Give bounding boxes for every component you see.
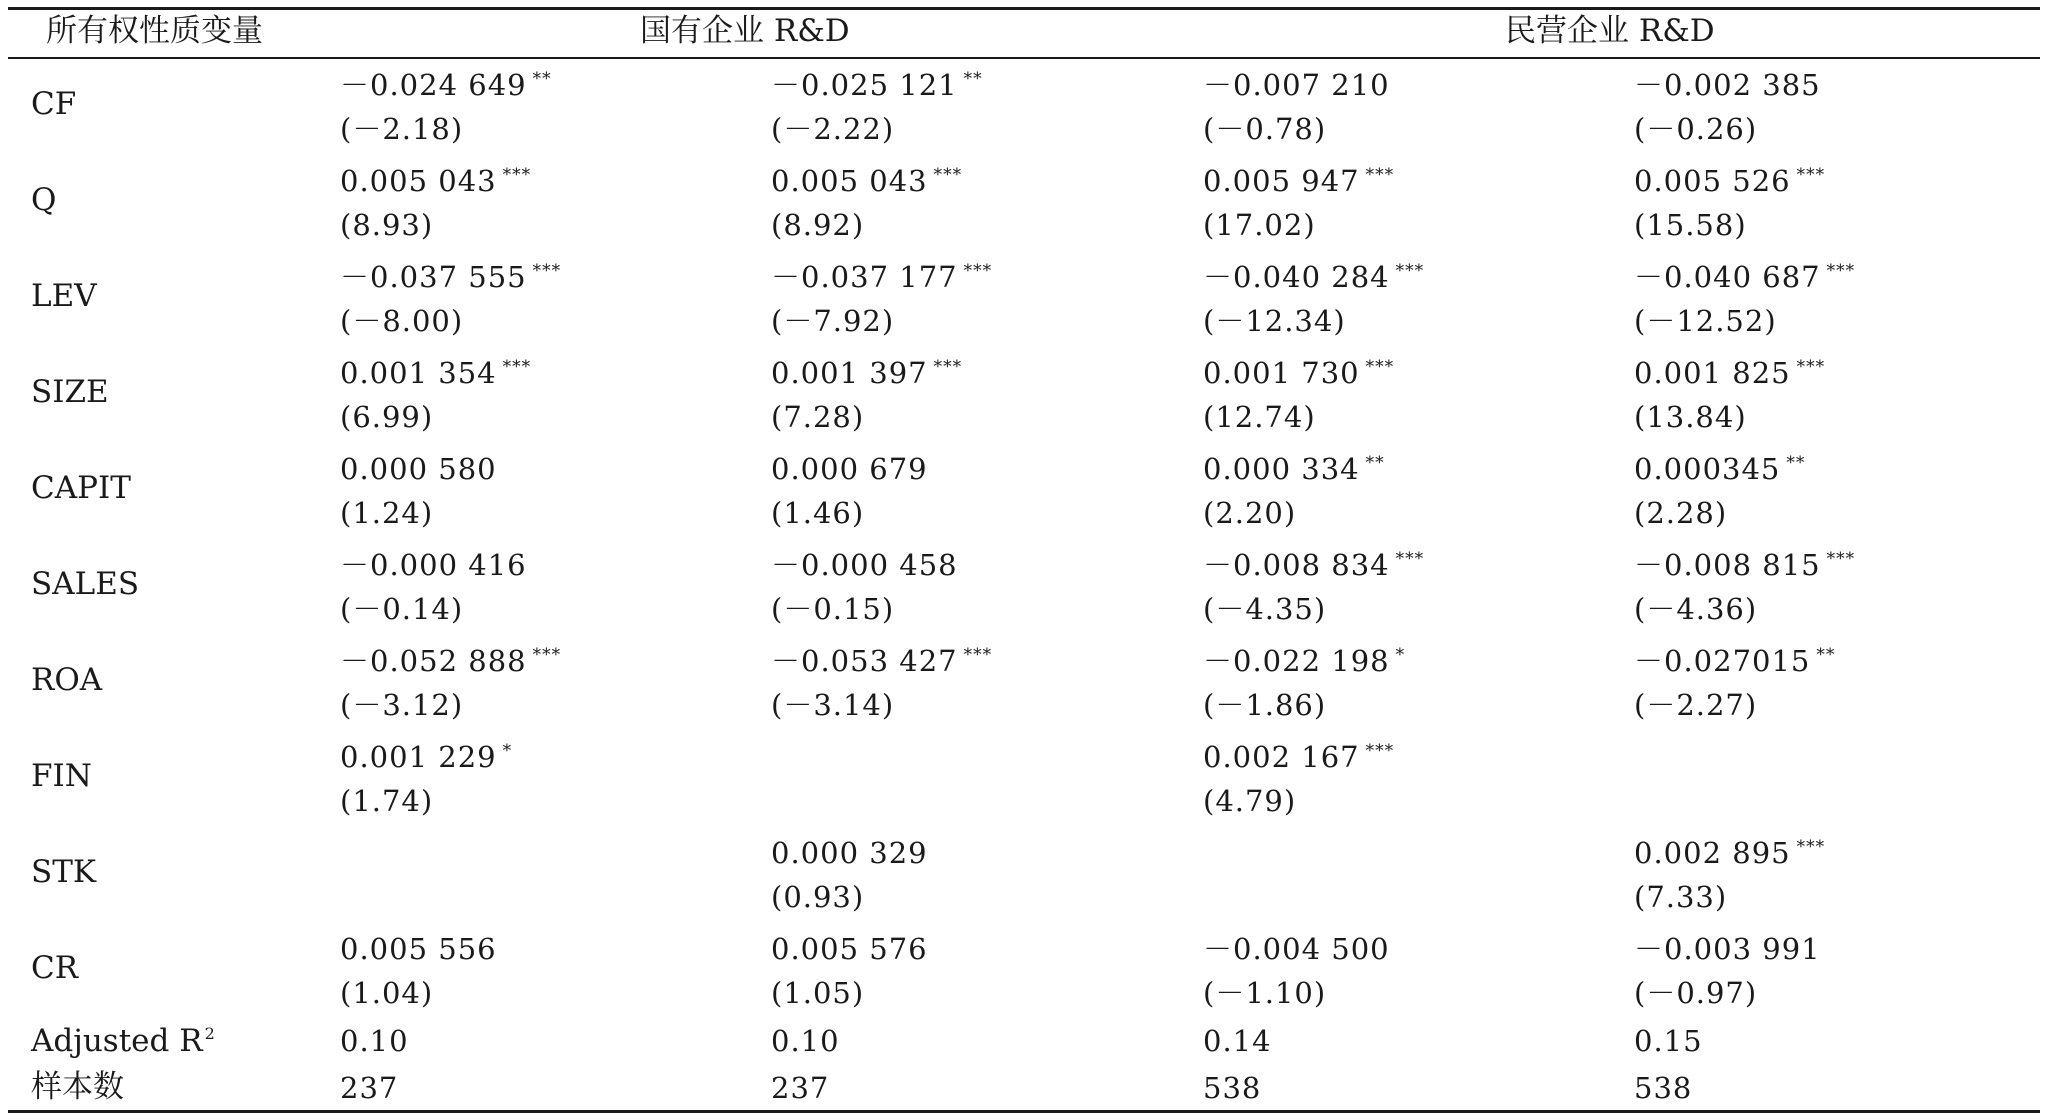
coefficient (1203, 260, 1425, 294)
adjusted-r2-value: 0.15 (1634, 1024, 1703, 1058)
significance-stars: *** (933, 357, 963, 377)
t-statistic: (－4.35) (1203, 592, 1327, 626)
coefficient-value: 0.001 397 (771, 356, 928, 390)
coefficient-value: 0.001 825 (1634, 356, 1791, 390)
t-statistic: (－1.86) (1203, 688, 1327, 722)
coefficient (1634, 644, 1836, 678)
significance-stars: ** (532, 69, 552, 89)
coefficient (340, 452, 497, 486)
coefficient-value: 0.000 580 (340, 452, 497, 486)
coefficient-value: －0.000 416 (340, 548, 527, 582)
coefficient (340, 740, 513, 774)
t-statistic: (4.79) (1203, 784, 1297, 818)
coefficient-value: 0.001 354 (340, 356, 497, 390)
coefficient-value: 0.005 043 (340, 164, 497, 198)
t-statistic: (7.28) (771, 400, 865, 434)
sample-size-value: 237 (340, 1071, 399, 1105)
t-statistic: (－2.18) (340, 112, 464, 146)
significance-stars: *** (532, 645, 562, 665)
coefficient-value: 0.001 730 (1203, 356, 1360, 390)
significance-stars: ** (1365, 453, 1385, 473)
header-variable: 所有权性质变量 (46, 13, 263, 49)
coefficient-value: －0.000 458 (771, 548, 958, 582)
coefficient-value: 0.001 229 (340, 740, 497, 774)
coefficient-value: －0.022 198 (1203, 644, 1390, 678)
coefficient (1634, 356, 1826, 390)
coefficient-value: －0.040 284 (1203, 260, 1390, 294)
t-statistic: (－0.15) (771, 592, 895, 626)
coefficient (340, 68, 552, 102)
significance-stars: *** (1796, 165, 1826, 185)
coefficient-value: －0.024 649 (340, 68, 527, 102)
coefficient-value: 0.002 167 (1203, 740, 1360, 774)
coefficient-value: 0.005 043 (771, 164, 928, 198)
significance-stars: *** (1826, 261, 1856, 281)
table-header-rule (8, 57, 2040, 59)
coefficient-value: －0.007 210 (1203, 68, 1390, 102)
sample-size-value: 538 (1634, 1071, 1693, 1105)
coefficient-value: －0.037 177 (771, 260, 958, 294)
coefficient (771, 644, 993, 678)
t-statistic: (2.28) (1634, 496, 1728, 530)
t-statistic: (－0.78) (1203, 112, 1327, 146)
significance-stars: *** (933, 165, 963, 185)
coefficient (771, 356, 963, 390)
significance-stars: * (502, 741, 513, 761)
t-statistic: (17.02) (1203, 208, 1316, 242)
coefficient (1203, 740, 1395, 774)
coefficient (340, 164, 532, 198)
significance-stars: *** (1365, 741, 1395, 761)
coefficient-value: －0.027015 (1634, 644, 1811, 678)
significance-stars: *** (1365, 357, 1395, 377)
coefficient (1634, 836, 1826, 870)
t-statistic: (－7.92) (771, 304, 895, 338)
coefficient (340, 548, 527, 582)
coefficient (771, 68, 983, 102)
coefficient-value: －0.008 815 (1634, 548, 1821, 582)
coefficient (1203, 452, 1385, 486)
coefficient (1203, 68, 1390, 102)
table-top-rule (8, 7, 2040, 10)
coefficient (340, 356, 532, 390)
significance-stars: *** (532, 261, 562, 281)
coefficient (1203, 164, 1395, 198)
t-statistic: (－3.12) (340, 688, 464, 722)
row-label: CAPIT (31, 470, 131, 506)
significance-stars: ** (1816, 645, 1836, 665)
t-statistic: (1.74) (340, 784, 434, 818)
header-private-rd: 民营企业 R&D (1505, 13, 1715, 49)
header-soe-rd: 国有企业 R&D (640, 13, 850, 49)
significance-stars: ** (1786, 453, 1806, 473)
coefficient (340, 644, 562, 678)
significance-stars: *** (1826, 549, 1856, 569)
coefficient-value: －0.053 427 (771, 644, 958, 678)
coefficient-value: －0.040 687 (1634, 260, 1821, 294)
t-statistic: (－4.36) (1634, 592, 1758, 626)
sample-size-label: 样本数 (31, 1069, 124, 1105)
t-statistic: (15.58) (1634, 208, 1747, 242)
t-statistic: (－2.27) (1634, 688, 1758, 722)
significance-stars: *** (963, 645, 993, 665)
significance-stars: *** (1796, 357, 1826, 377)
significance-stars: *** (502, 165, 532, 185)
sample-size-value: 237 (771, 1071, 830, 1105)
adjusted-r2-value: 0.14 (1203, 1024, 1272, 1058)
t-statistic: (－12.52) (1634, 304, 1777, 338)
sample-size-value: 538 (1203, 1071, 1262, 1105)
significance-stars: *** (1395, 261, 1425, 281)
row-label: FIN (31, 758, 92, 794)
t-statistic: (1.05) (771, 976, 865, 1010)
t-statistic: (1.24) (340, 496, 434, 530)
coefficient (340, 260, 562, 294)
t-statistic: (－0.26) (1634, 112, 1758, 146)
coefficient (771, 452, 928, 486)
coefficient-value: 0.000 329 (771, 836, 928, 870)
t-statistic: (1.04) (340, 976, 434, 1010)
coefficient (1634, 452, 1806, 486)
significance-stars: *** (1796, 837, 1826, 857)
coefficient (1634, 164, 1826, 198)
coefficient (771, 260, 993, 294)
t-statistic: (2.20) (1203, 496, 1297, 530)
significance-stars: * (1395, 645, 1406, 665)
t-statistic: (－8.00) (340, 304, 464, 338)
row-label: CF (31, 86, 77, 122)
coefficient-value: 0.000 679 (771, 452, 928, 486)
significance-stars: *** (1365, 165, 1395, 185)
t-statistic: (1.46) (771, 496, 865, 530)
coefficient-value: 0.000 334 (1203, 452, 1360, 486)
t-statistic: (－3.14) (771, 688, 895, 722)
coefficient-value: －0.002 385 (1634, 68, 1821, 102)
t-statistic: (7.33) (1634, 880, 1728, 914)
t-statistic: (8.92) (771, 208, 865, 242)
coefficient (771, 164, 963, 198)
adjusted-r2-value: 0.10 (340, 1024, 409, 1058)
t-statistic: (－12.34) (1203, 304, 1346, 338)
coefficient (771, 836, 928, 870)
t-statistic: (0.93) (771, 880, 865, 914)
coefficient (340, 932, 497, 966)
coefficient-value: －0.052 888 (340, 644, 527, 678)
t-statistic: (12.74) (1203, 400, 1316, 434)
coefficient (1203, 644, 1406, 678)
t-statistic: (6.99) (340, 400, 434, 434)
coefficient-value: 0.005 576 (771, 932, 928, 966)
coefficient (1203, 548, 1425, 582)
t-statistic: (13.84) (1634, 400, 1747, 434)
coefficient (771, 932, 928, 966)
row-label: Q (31, 182, 57, 218)
adjusted-r2-superscript: 2 (204, 1024, 215, 1043)
coefficient-value: －0.037 555 (340, 260, 527, 294)
coefficient-value: 0.005 526 (1634, 164, 1791, 198)
coefficient (1203, 356, 1395, 390)
coefficient (1634, 68, 1821, 102)
significance-stars: *** (502, 357, 532, 377)
coefficient (771, 548, 958, 582)
t-statistic: (－0.14) (340, 592, 464, 626)
row-label: SIZE (31, 374, 109, 410)
significance-stars: ** (963, 69, 983, 89)
t-statistic: (8.93) (340, 208, 434, 242)
row-label: LEV (31, 278, 97, 314)
coefficient-value: 0.005 556 (340, 932, 497, 966)
adjusted-r2-value: 0.10 (771, 1024, 840, 1058)
coefficient-value: －0.003 991 (1634, 932, 1821, 966)
t-statistic: (－2.22) (771, 112, 895, 146)
adjusted-r2-text: Adjusted R (31, 1023, 203, 1059)
row-label: SALES (31, 566, 140, 602)
coefficient (1634, 260, 1856, 294)
coefficient-value: 0.002 895 (1634, 836, 1791, 870)
coefficient-value: －0.025 121 (771, 68, 958, 102)
coefficient-value: －0.008 834 (1203, 548, 1390, 582)
t-statistic: (－1.10) (1203, 976, 1327, 1010)
coefficient-value: 0.000345 (1634, 452, 1781, 486)
coefficient (1203, 932, 1390, 966)
coefficient-value: 0.005 947 (1203, 164, 1360, 198)
row-label: CR (31, 950, 79, 986)
significance-stars: *** (963, 261, 993, 281)
t-statistic: (－0.97) (1634, 976, 1758, 1010)
adjusted-r2-label (31, 1023, 215, 1059)
coefficient-value: －0.004 500 (1203, 932, 1390, 966)
coefficient (1634, 548, 1856, 582)
row-label: ROA (31, 662, 103, 698)
row-label: STK (31, 854, 97, 890)
table-bottom-rule (8, 1110, 2040, 1113)
coefficient (1634, 932, 1821, 966)
significance-stars: *** (1395, 549, 1425, 569)
